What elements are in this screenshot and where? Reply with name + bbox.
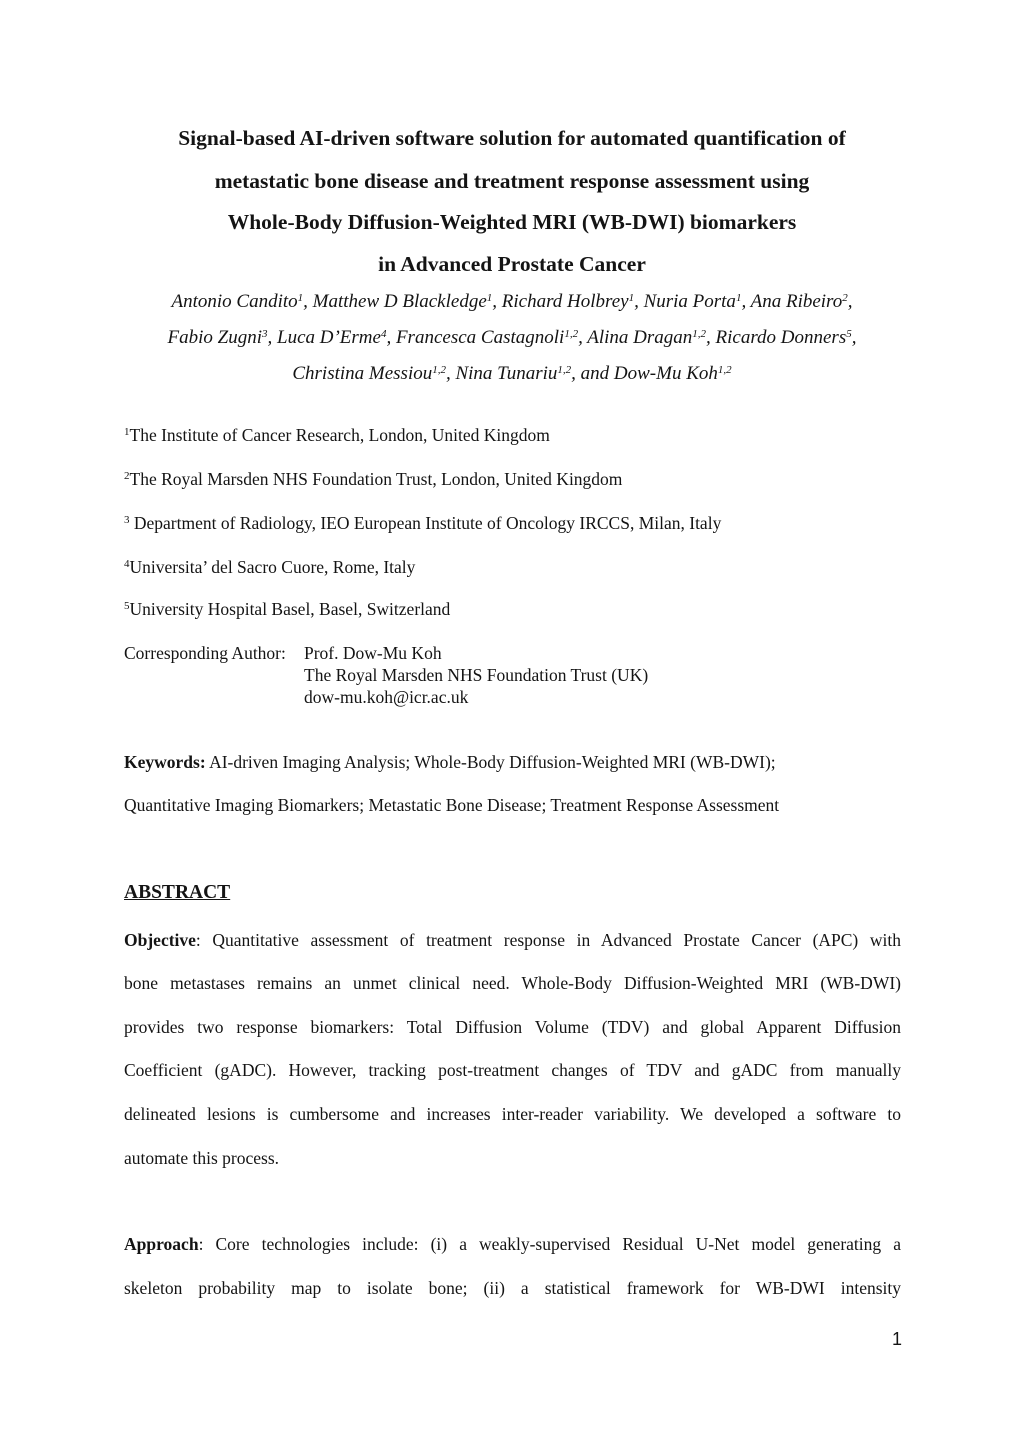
keywords-label: Keywords:: [124, 752, 206, 772]
approach-line: [124, 1233, 901, 1255]
author-name: Francesca Castagnoli: [395, 327, 565, 348]
author-line-2: Fabio Zugni$^3$, Luca D’Erme$^4$, Francesca Castagnoli$^{1,2}$, Alina Dragan$^{1,2}$, Ricardo Donners$^5$,: [167, 327, 857, 348]
corresponding-author-label: Corresponding Author:: [124, 643, 286, 663]
author-affiliation-mark: 1,2: [564, 328, 579, 340]
affiliation-number: 1: [124, 426, 130, 438]
affiliation-number: 4: [124, 558, 130, 570]
author-affiliation-mark: 1,2: [557, 364, 572, 376]
keywords-line-1: [124, 751, 776, 773]
author-name: Antonio Candito: [171, 291, 298, 312]
objective-line: Coefficient (gADC). However, tracking post-treatment changes of TDV and gADC from manually: [124, 1060, 901, 1080]
author-name: Alina Dragan: [587, 327, 693, 348]
author-name: Dow-Mu Koh: [613, 363, 718, 384]
corresponding-author-name: Prof. Dow-Mu Koh: [304, 643, 442, 663]
paper-title-line-1: Signal-based AI-driven software solution for automated quantification of: [178, 126, 846, 150]
corresponding-author-institution: The Royal Marsden NHS Foundation Trust (UK): [304, 665, 649, 685]
affiliation-2: [124, 468, 622, 490]
author-affiliation-mark: 1: [486, 292, 493, 304]
objective-line: delineated lesions is cumbersome and increases inter-reader variability. We developed a software to: [124, 1104, 901, 1124]
affiliation-3: [124, 512, 721, 534]
objective-line: [124, 929, 901, 951]
paper-title-line-4: in Advanced Prostate Cancer: [378, 252, 646, 276]
author-name: Ana Ribeiro: [750, 291, 843, 312]
author-affiliation-mark: 4: [380, 328, 387, 340]
keywords-line-2: Quantitative Imaging Biomarkers; Metastatic Bone Disease; Treatment Response Assessment: [124, 795, 780, 815]
objective-line: provides two response biomarkers: Total Diffusion Volume (TDV) and global Apparent Diffusion: [124, 1017, 901, 1037]
author-affiliation-mark: 1: [628, 292, 635, 304]
author-affiliation-mark: 2: [842, 292, 848, 304]
objective-line: bone metastases remains an unmet clinical need. Whole-Body Diffusion-Weighted MRI (WB-DWI): [124, 973, 901, 993]
affiliation-4: [124, 556, 415, 578]
author-affiliation-mark: 1,2: [432, 364, 446, 376]
objective-text: : Quantitative assessment of treatment response in Advanced Prostate Cancer (APC) with: [195, 930, 901, 950]
author-name: Nuria Porta: [643, 291, 736, 312]
affiliation-text: The Royal Marsden NHS Foundation Trust, London, United Kingdom: [129, 469, 623, 489]
abstract-heading: ABSTRACT: [124, 882, 231, 903]
affiliation-text: University Hospital Basel, Basel, Switzerland: [129, 599, 451, 619]
author-affiliation-mark: 1: [735, 292, 742, 304]
affiliation-5: [124, 598, 450, 620]
page-number: 1: [891, 1329, 902, 1349]
approach-text: : Core technologies include: (i) a weakly-supervised Residual U-Net model generating a: [198, 1234, 901, 1254]
affiliation-number: 3: [124, 514, 130, 526]
affiliation-number: 5: [124, 600, 130, 612]
paper-title-line-3: Whole-Body Diffusion-Weighted MRI (WB-DWI) biomarkers: [227, 210, 797, 234]
author-name: Matthew D Blackledge: [312, 291, 487, 312]
keywords-text: AI-driven Imaging Analysis; Whole-Body Diffusion-Weighted MRI (WB-DWI);: [205, 752, 776, 772]
affiliation-text: Department of Radiology, IEO European Institute of Oncology IRCCS, Milan, Italy: [129, 513, 722, 533]
author-affiliation-mark: 5: [846, 328, 852, 340]
author-name: Christina Messiou: [292, 363, 433, 384]
author-line-1: Antonio Candito$^1$, Matthew D Blackledge$^1$, Richard Holbrey$^1$, Nuria Porta$^1$, Ana Ribeiro$^2$,: [171, 291, 853, 312]
author-name: Ricardo Donners: [715, 327, 847, 348]
author-affiliation-mark: 1,2: [692, 328, 707, 340]
affiliation-text: Universita’ del Sacro Cuore, Rome, Italy: [129, 557, 416, 577]
affiliation-text: The Institute of Cancer Research, London, United Kingdom: [129, 425, 550, 445]
affiliation-1: [124, 424, 550, 446]
author-name: Nina Tunariu: [455, 363, 558, 384]
objective-line: automate this process.: [124, 1148, 280, 1168]
author-affiliation-mark: 1,2: [717, 364, 732, 376]
corresponding-author-email[interactable]: dow-mu.koh@icr.ac.uk: [304, 687, 469, 707]
author-name: Luca D’Erme: [277, 327, 381, 348]
author-name: Fabio Zugni: [167, 327, 262, 348]
approach-line: skeleton probability map to isolate bone; (ii) a statistical framework for WB-DWI intensity: [124, 1278, 901, 1298]
author-affiliation-mark: 3: [262, 328, 268, 340]
affiliation-number: 2: [124, 470, 130, 482]
author-line-3: Christina Messiou$^{1,2}$, Nina Tunariu$^{1,2}$, and Dow-Mu Koh$^{1,2}$: [292, 363, 732, 384]
author-affiliation-mark: 1: [297, 292, 304, 304]
approach-label: Approach: [124, 1234, 199, 1254]
paper-title-line-2: metastatic bone disease and treatment response assessment using: [214, 169, 810, 193]
objective-label: Objective: [124, 930, 196, 950]
author-name: Richard Holbrey: [501, 291, 629, 312]
